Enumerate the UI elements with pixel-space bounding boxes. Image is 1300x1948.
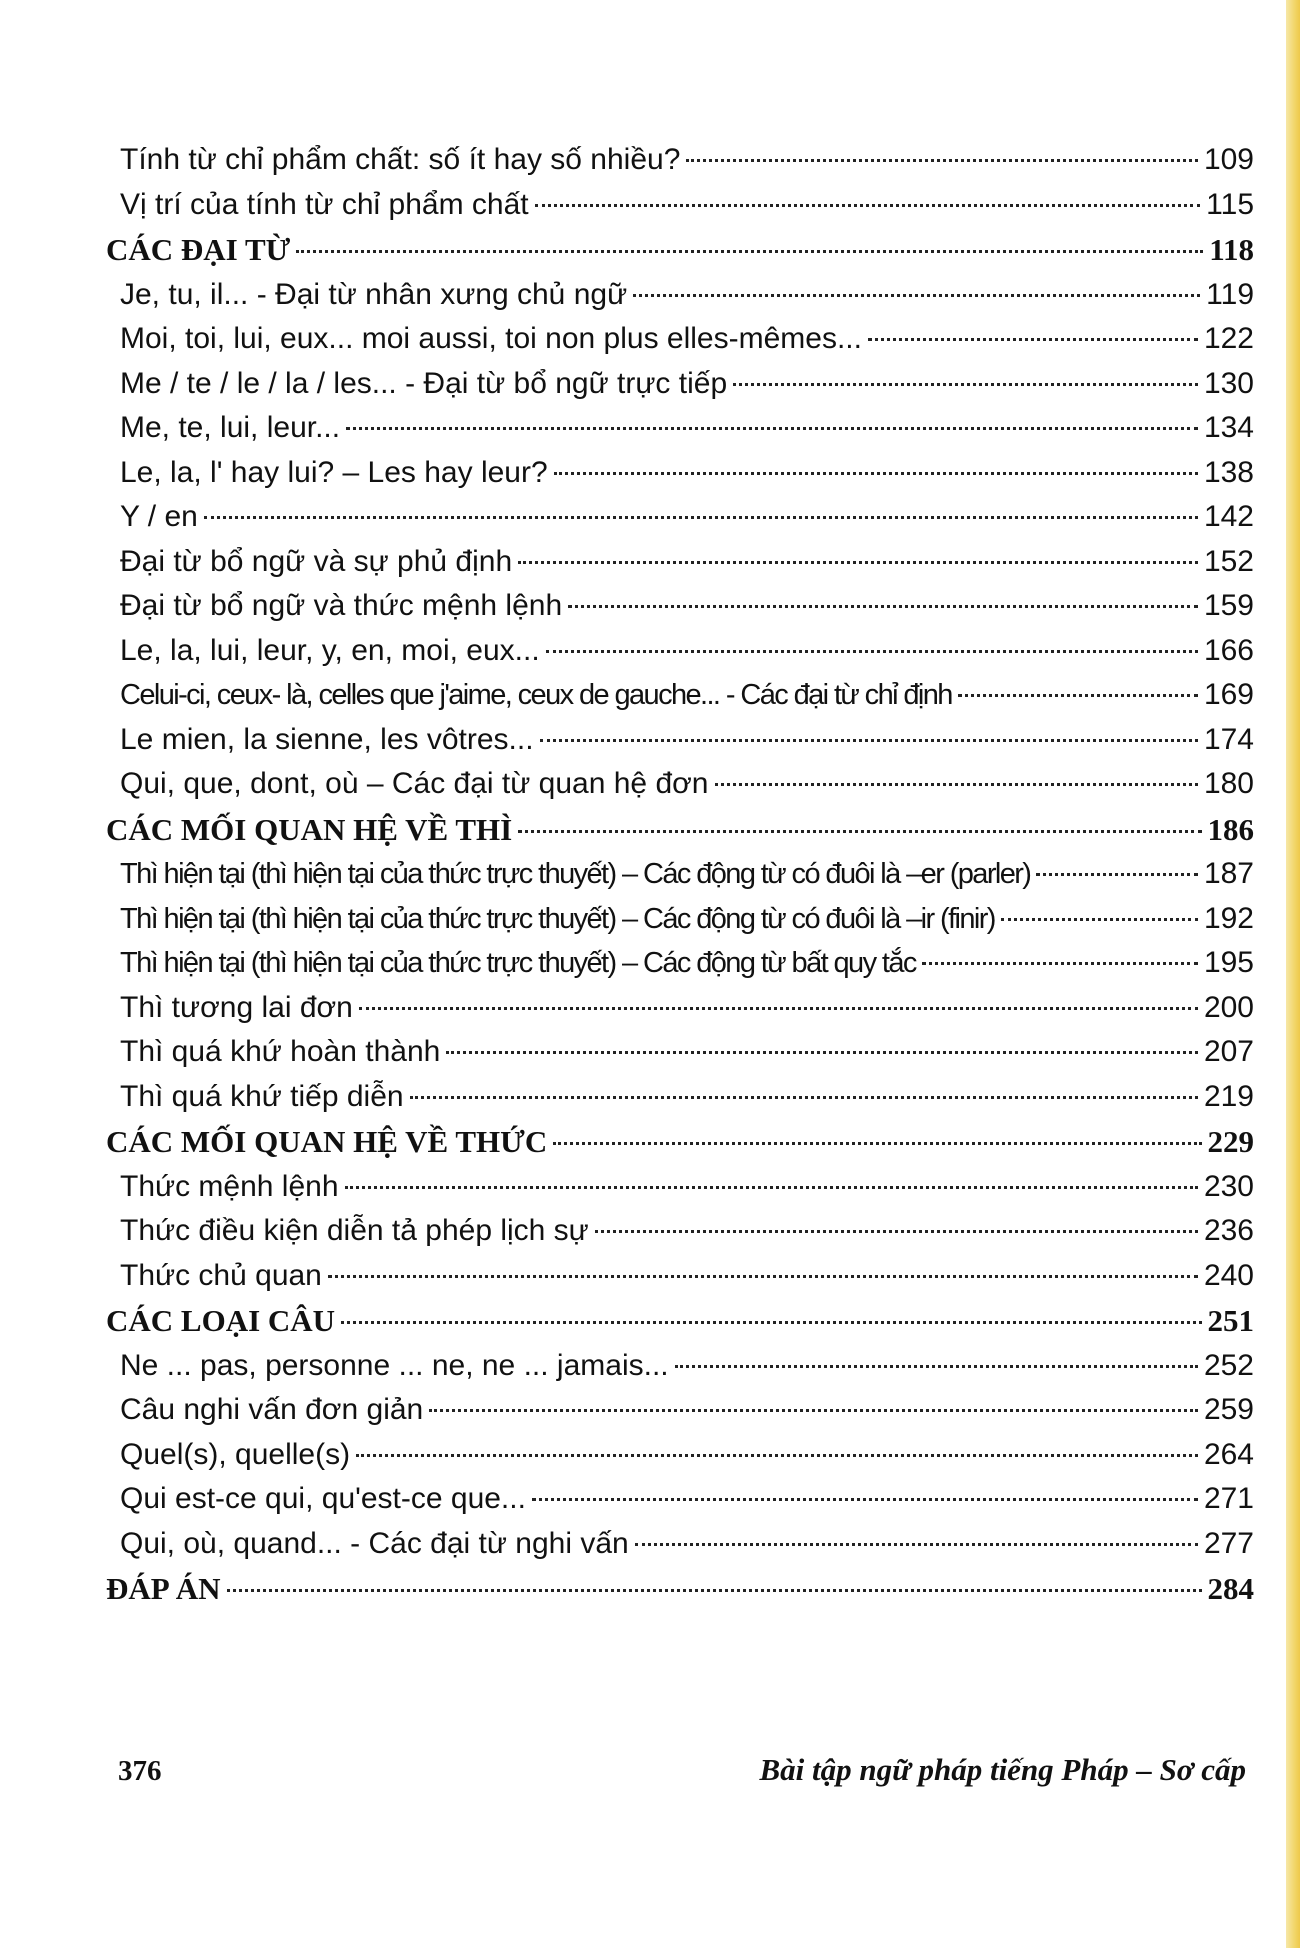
dot-leader [346, 427, 1198, 430]
toc-page-number: 240 [1203, 1258, 1254, 1292]
toc-entry-title: Thì tương lai đơn [120, 990, 353, 1024]
dot-leader [328, 1275, 1198, 1278]
toc-entry-row [106, 1344, 1254, 1389]
toc-entry-row [106, 362, 1254, 407]
toc-entry-row [106, 941, 1254, 986]
toc-entry-row [106, 451, 1254, 496]
toc-entry-title: Thức mệnh lệnh [120, 1169, 339, 1203]
toc-entry-row [106, 1522, 1254, 1567]
toc-entry-row [106, 406, 1254, 451]
toc-page-number: 219 [1203, 1079, 1254, 1113]
dot-leader [958, 694, 1198, 697]
toc-page-number: 142 [1203, 500, 1254, 533]
dot-leader [675, 1365, 1198, 1368]
dot-leader [922, 962, 1198, 965]
toc-entry-row [106, 1075, 1254, 1120]
dot-leader [410, 1096, 1198, 1099]
dot-leader [540, 739, 1198, 742]
toc-page-number: 152 [1203, 544, 1254, 578]
toc-section-title: ĐÁP ÁN [106, 1571, 221, 1606]
toc-page-number: 207 [1203, 1035, 1254, 1068]
toc-page-number: 180 [1203, 767, 1254, 800]
toc-page-number: 251 [1207, 1303, 1254, 1338]
toc-entry-title: Thức điều kiện diễn tả phép lịch sự [120, 1214, 589, 1247]
dot-leader [595, 1230, 1198, 1233]
toc-entry-row [106, 138, 1254, 183]
page-footer [118, 1752, 1246, 1788]
dot-leader [553, 1142, 1201, 1145]
toc-entry-title: Celui-ci, ceux- là, celles que j'aime, ceux de gauche... - Các đại từ chỉ định [120, 679, 952, 711]
toc-page-number: 277 [1203, 1526, 1254, 1560]
dot-leader [532, 1498, 1198, 1501]
toc-section-row [106, 1119, 1254, 1165]
dot-leader [204, 516, 1198, 519]
toc-entry-title: Ne ... pas, personne ... ne, ne ... jamais... [120, 1348, 669, 1382]
toc-entry-title: Le, la, lui, leur, y, en, moi, eux... [120, 633, 540, 667]
toc-entry-title: Qui, que, dont, où – Các đại từ quan hệ đơn [120, 767, 709, 800]
toc-entry-row [106, 1388, 1254, 1433]
toc-entry-title: Thì quá khứ tiếp diễn [120, 1079, 404, 1113]
toc-page-number: 284 [1207, 1571, 1254, 1606]
page-edge [1286, 0, 1300, 1948]
toc-entry-title: Thì hiện tại (thì hiện tại của thức trực thuyết) – Các động từ có đuôi là –ir (finir) [120, 902, 995, 935]
dot-leader [635, 1543, 1198, 1546]
toc-entry-row [106, 540, 1254, 585]
toc-entry-title: Câu nghi vấn đơn giản [120, 1393, 424, 1426]
toc-section-row [106, 1566, 1254, 1612]
toc-section-title: CÁC LOẠI CÂU [106, 1303, 336, 1338]
toc-page-number: 186 [1207, 811, 1254, 847]
dot-leader [686, 159, 1198, 162]
dot-leader [546, 650, 1198, 653]
dot-leader [359, 1007, 1198, 1010]
dot-leader [227, 1589, 1202, 1592]
dot-leader [341, 1321, 1201, 1324]
toc-page-number: 236 [1203, 1214, 1254, 1247]
toc-page-number: 115 [1206, 187, 1254, 221]
toc-page-number: 118 [1209, 232, 1254, 267]
toc-page-number: 159 [1203, 589, 1254, 622]
toc-entry-row [106, 1433, 1254, 1478]
toc-entry-row [106, 718, 1254, 763]
dot-leader [429, 1409, 1198, 1412]
toc-page-number: 119 [1206, 277, 1254, 311]
dot-leader [733, 383, 1198, 386]
toc-entry-title: Le mien, la sienne, les vôtres... [120, 722, 534, 756]
toc-section-title: CÁC ĐẠI TỪ [106, 232, 291, 267]
dot-leader [296, 250, 1203, 253]
toc-entry-row [106, 1477, 1254, 1522]
dot-leader [554, 472, 1198, 475]
toc-page-number: 174 [1203, 722, 1254, 756]
dot-leader [446, 1051, 1198, 1054]
dot-leader [535, 204, 1201, 207]
toc-entry-title: Vị trí của tính từ chỉ phẩm chất [120, 187, 529, 221]
toc-entry-title: Đại từ bổ ngữ và sự phủ định [120, 544, 513, 578]
toc-entry-row [106, 986, 1254, 1031]
toc-section-title: CÁC MỐI QUAN HỆ VỀ THÌ [106, 811, 513, 847]
toc-entry-row [106, 897, 1254, 942]
toc-section-row [106, 227, 1254, 273]
toc-entry-title: Me, te, lui, leur... [120, 411, 341, 444]
toc-entry-title: Thì quá khứ hoàn thành [120, 1035, 441, 1068]
toc-entry-title: Đại từ bổ ngữ và thức mệnh lệnh [120, 589, 563, 622]
toc-page-number: 134 [1203, 411, 1254, 444]
toc-entry-row [106, 1209, 1254, 1254]
toc-entry-row [106, 852, 1254, 897]
toc-entry-row [106, 1030, 1254, 1075]
dot-leader [345, 1186, 1198, 1189]
toc-entry-row [106, 273, 1254, 318]
toc-page-number: 122 [1203, 322, 1254, 355]
page-number: 376 [118, 1755, 162, 1787]
dot-leader [715, 783, 1198, 786]
toc-page-number: 271 [1203, 1482, 1254, 1515]
toc-entry-title: Qui est-ce qui, qu'est-ce que... [120, 1482, 526, 1515]
toc-section-row [106, 1298, 1254, 1344]
dot-leader [356, 1454, 1198, 1457]
toc-page-number: 229 [1207, 1124, 1254, 1159]
toc-entry-title: Je, tu, il... - Đại từ nhân xưng chủ ngữ [120, 277, 628, 311]
dot-leader [518, 561, 1198, 564]
toc-page-number: 130 [1203, 366, 1254, 400]
toc-entry-title: Me / te / le / la / les... - Đại từ bổ ngữ trực tiếp [120, 366, 728, 400]
toc-page-number: 264 [1203, 1437, 1254, 1471]
toc-page-number: 252 [1203, 1348, 1254, 1382]
toc-entry-title: Thức chủ quan [120, 1258, 322, 1292]
toc-entry-title: Qui, où, quand... - Các đại từ nghi vấn [120, 1526, 629, 1560]
toc-page-number: 166 [1203, 633, 1254, 667]
toc-entry-title: Thì hiện tại (thì hiện tại của thức trực thuyết) – Các động từ có đuôi là –er (parler) [120, 858, 1031, 890]
toc-entry-row [106, 762, 1254, 807]
toc-entry-title: Quel(s), quelle(s) [120, 1437, 351, 1471]
dot-leader [1001, 918, 1198, 921]
dot-leader [633, 294, 1200, 297]
toc-page-number: 192 [1203, 901, 1254, 935]
toc-entry-row [106, 584, 1254, 629]
toc-entry-row [106, 629, 1254, 674]
table-of-contents [106, 138, 1254, 1612]
toc-page-number: 259 [1203, 1393, 1254, 1426]
toc-entry-row [106, 1254, 1254, 1299]
toc-page-number: 200 [1203, 990, 1254, 1024]
toc-page-number: 230 [1203, 1169, 1254, 1203]
toc-page-number: 195 [1203, 946, 1254, 979]
toc-entry-title: Y / en [120, 500, 198, 533]
book-title: Bài tập ngữ pháp tiếng Pháp – Sơ cấp [759, 1752, 1246, 1787]
toc-entry-row [106, 183, 1254, 228]
toc-entry-row [106, 1165, 1254, 1210]
dot-leader [1036, 873, 1198, 876]
toc-section-row [106, 807, 1254, 853]
toc-page-number: 187 [1203, 857, 1254, 890]
dot-leader [568, 605, 1198, 608]
toc-section-title: CÁC MỐI QUAN HỆ VỀ THỨC [106, 1124, 548, 1159]
dot-leader [868, 338, 1198, 341]
toc-entry-row [106, 317, 1254, 362]
toc-entry-title: Thì hiện tại (thì hiện tại của thức trực thuyết) – Các động từ bất quy tắc [120, 947, 916, 979]
toc-entry-title: Moi, toi, lui, eux... moi aussi, toi non plus elles-mêmes... [120, 322, 862, 355]
toc-page-number: 138 [1203, 455, 1254, 489]
toc-page-number: 169 [1203, 678, 1254, 711]
dot-leader [518, 830, 1201, 833]
toc-entry-title: Le, la, l' hay lui? – Les hay leur? [120, 455, 548, 489]
toc-entry-row [106, 673, 1254, 718]
toc-page-number: 109 [1203, 143, 1254, 176]
toc-entry-row [106, 495, 1254, 540]
toc-entry-title: Tính từ chỉ phẩm chất: số ít hay số nhiều? [120, 143, 681, 176]
